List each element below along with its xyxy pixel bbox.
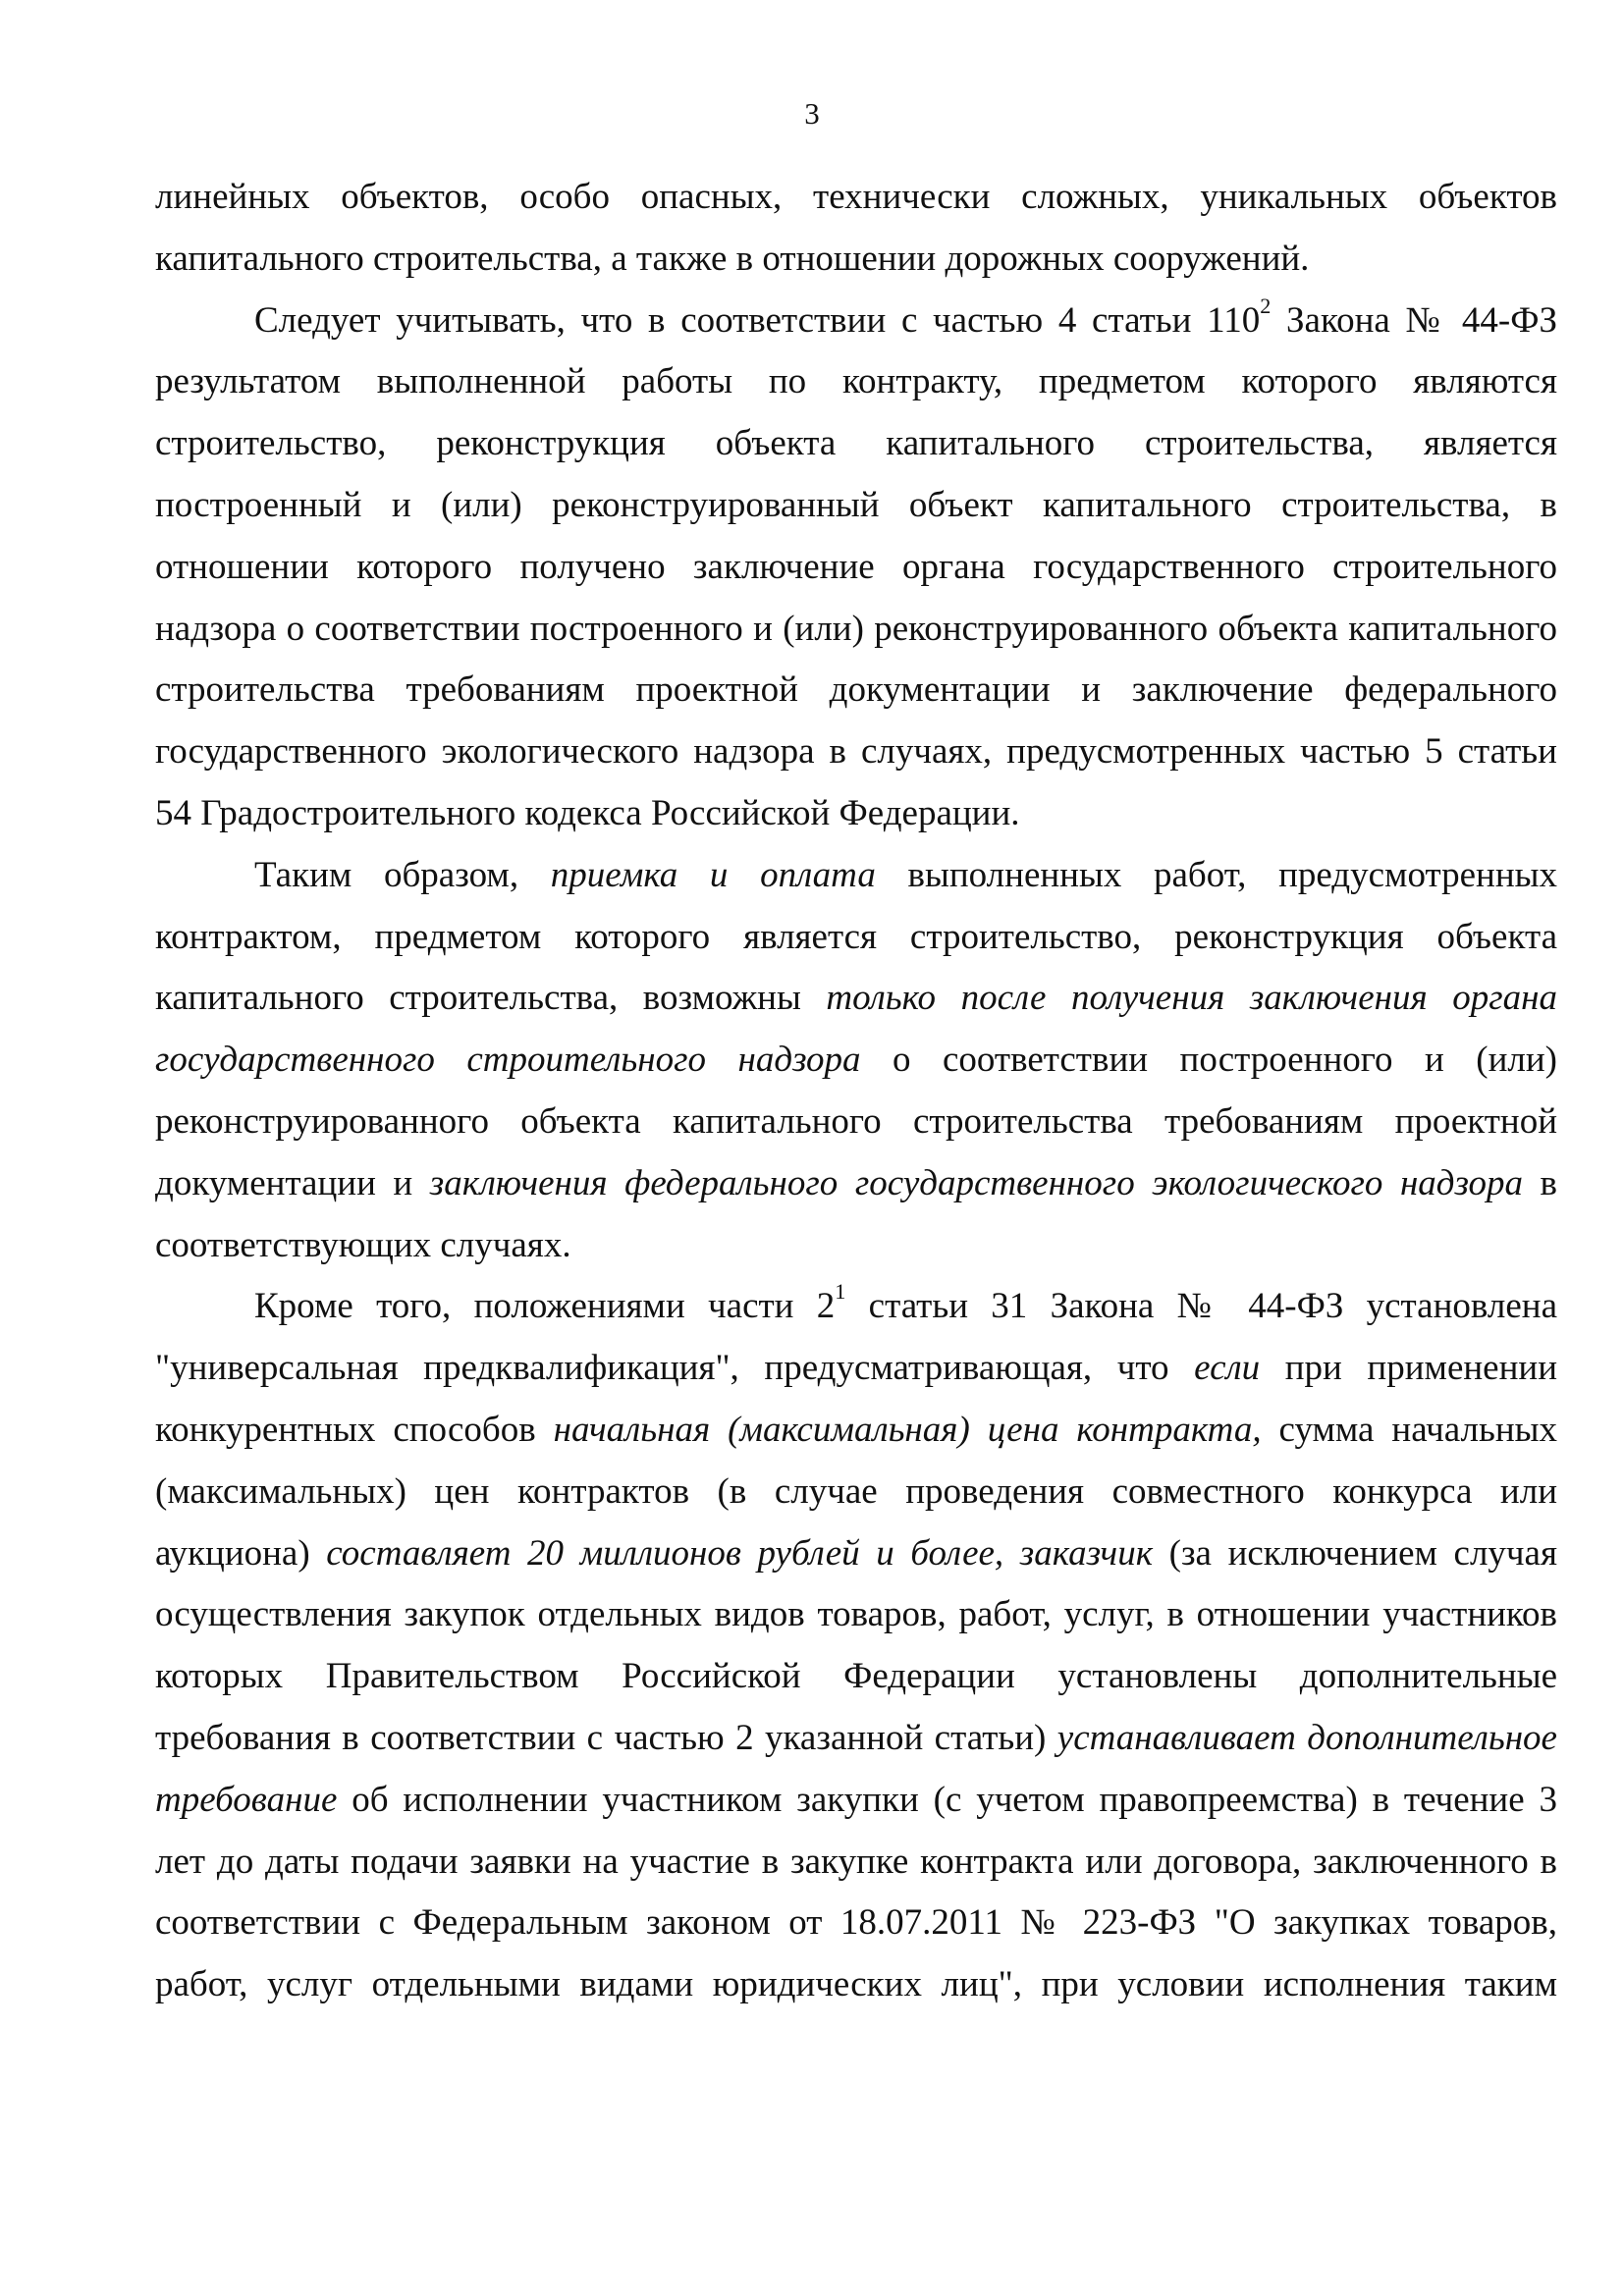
superscript: 2 xyxy=(1260,293,1272,318)
paragraph-prequalification xyxy=(155,1276,1557,2016)
italic-emphasis: заключения федерального государственного экологического надзора xyxy=(429,1162,1523,1203)
paragraph-text: сумма начальных (максимальных) цен контрактов (в случае проведения совместного конкурса или аукциона) xyxy=(155,1409,1557,1574)
paragraph-result-of-work xyxy=(155,291,1557,845)
document-body xyxy=(155,167,1557,2016)
page-number: 3 xyxy=(804,96,820,131)
paragraph-text: об исполнении участником закупки (с учетом правопреемства) в течение 3 лет до даты подачи заявки на участие в закупке контракта или договора, заключенного в соответствии с Федеральным законом от 18.07.2011 № 223-ФЗ "О закупках товаров, работ, услуг отдельными видами юридических лиц", при условии исполнения таким xyxy=(155,1779,1557,2005)
paragraph-text: при применении конкурентных способов xyxy=(155,1348,1557,1450)
paragraph-text: выполненных работ, предусмотренных контрактом, предметом которого является строительство, реконструкция объекта капитального строительства, возможны xyxy=(155,854,1557,1019)
paragraph-text: статьи 31 Закона № 44-ФЗ установлена "универсальная предквалификация", предусматривающая, что xyxy=(155,1286,1557,1389)
paragraph-text: в соответствующих случаях. xyxy=(155,1162,1557,1265)
paragraph-text: о соответствии построенного и (или) реконструированного объекта капитального строительства требованиям проектной документации и xyxy=(155,1040,1557,1203)
italic-emphasis: устанавливает дополнительное требование xyxy=(155,1717,1557,1820)
paragraph-text: Следует учитывать, что в соответствии с частью 4 статьи 110 xyxy=(254,299,1261,341)
italic-emphasis: составляет 20 миллионов рублей и более, заказчик xyxy=(326,1532,1154,1574)
paragraph-text: Таким образом, xyxy=(254,854,551,895)
italic-emphasis: только после получения заключения органа государственного строительного надзора xyxy=(155,978,1557,1081)
paragraph-text: линейных объектов, особо опасных, технически сложных, уникальных объектов капитального строительства, а также в отношении дорожных сооружений. xyxy=(155,177,1557,279)
superscript: 1 xyxy=(835,1279,846,1305)
italic-emphasis: начальная (максимальная) цена контракта, xyxy=(553,1409,1262,1450)
paragraph-continuation xyxy=(155,167,1557,291)
paragraph-text: Кроме того, положениями части 2 xyxy=(254,1286,836,1327)
paragraph-text: (за исключением случая осуществления закупок отдельных видов товаров, работ, услуг, в отношении участников которых Правительством Российской Федерации установлены дополнительные требования в соответствии с частью 2 указанной статьи) xyxy=(155,1532,1557,1758)
paragraph-text: Закона № 44-ФЗ результатом выполненной работы по контракту, предметом которого являются строительство, реконструкция объекта капитального строительства, является построенный и (или) реконструированный объект капитального строительства, в отношении которого получено заключение органа государственного строительного надзора о соответствии построенного и (или) реконструированного объекта капитального строительства требованиям проектной документации и заключение федерального государственного экологического надзора в случаях, предусмотренных частью 5 статьи 54 Градостроительного кодекса Российской Федерации. xyxy=(155,299,1557,833)
italic-emphasis: приемка и оплата xyxy=(550,854,876,895)
italic-emphasis: если xyxy=(1194,1348,1261,1389)
paragraph-acceptance-payment xyxy=(155,845,1557,1277)
